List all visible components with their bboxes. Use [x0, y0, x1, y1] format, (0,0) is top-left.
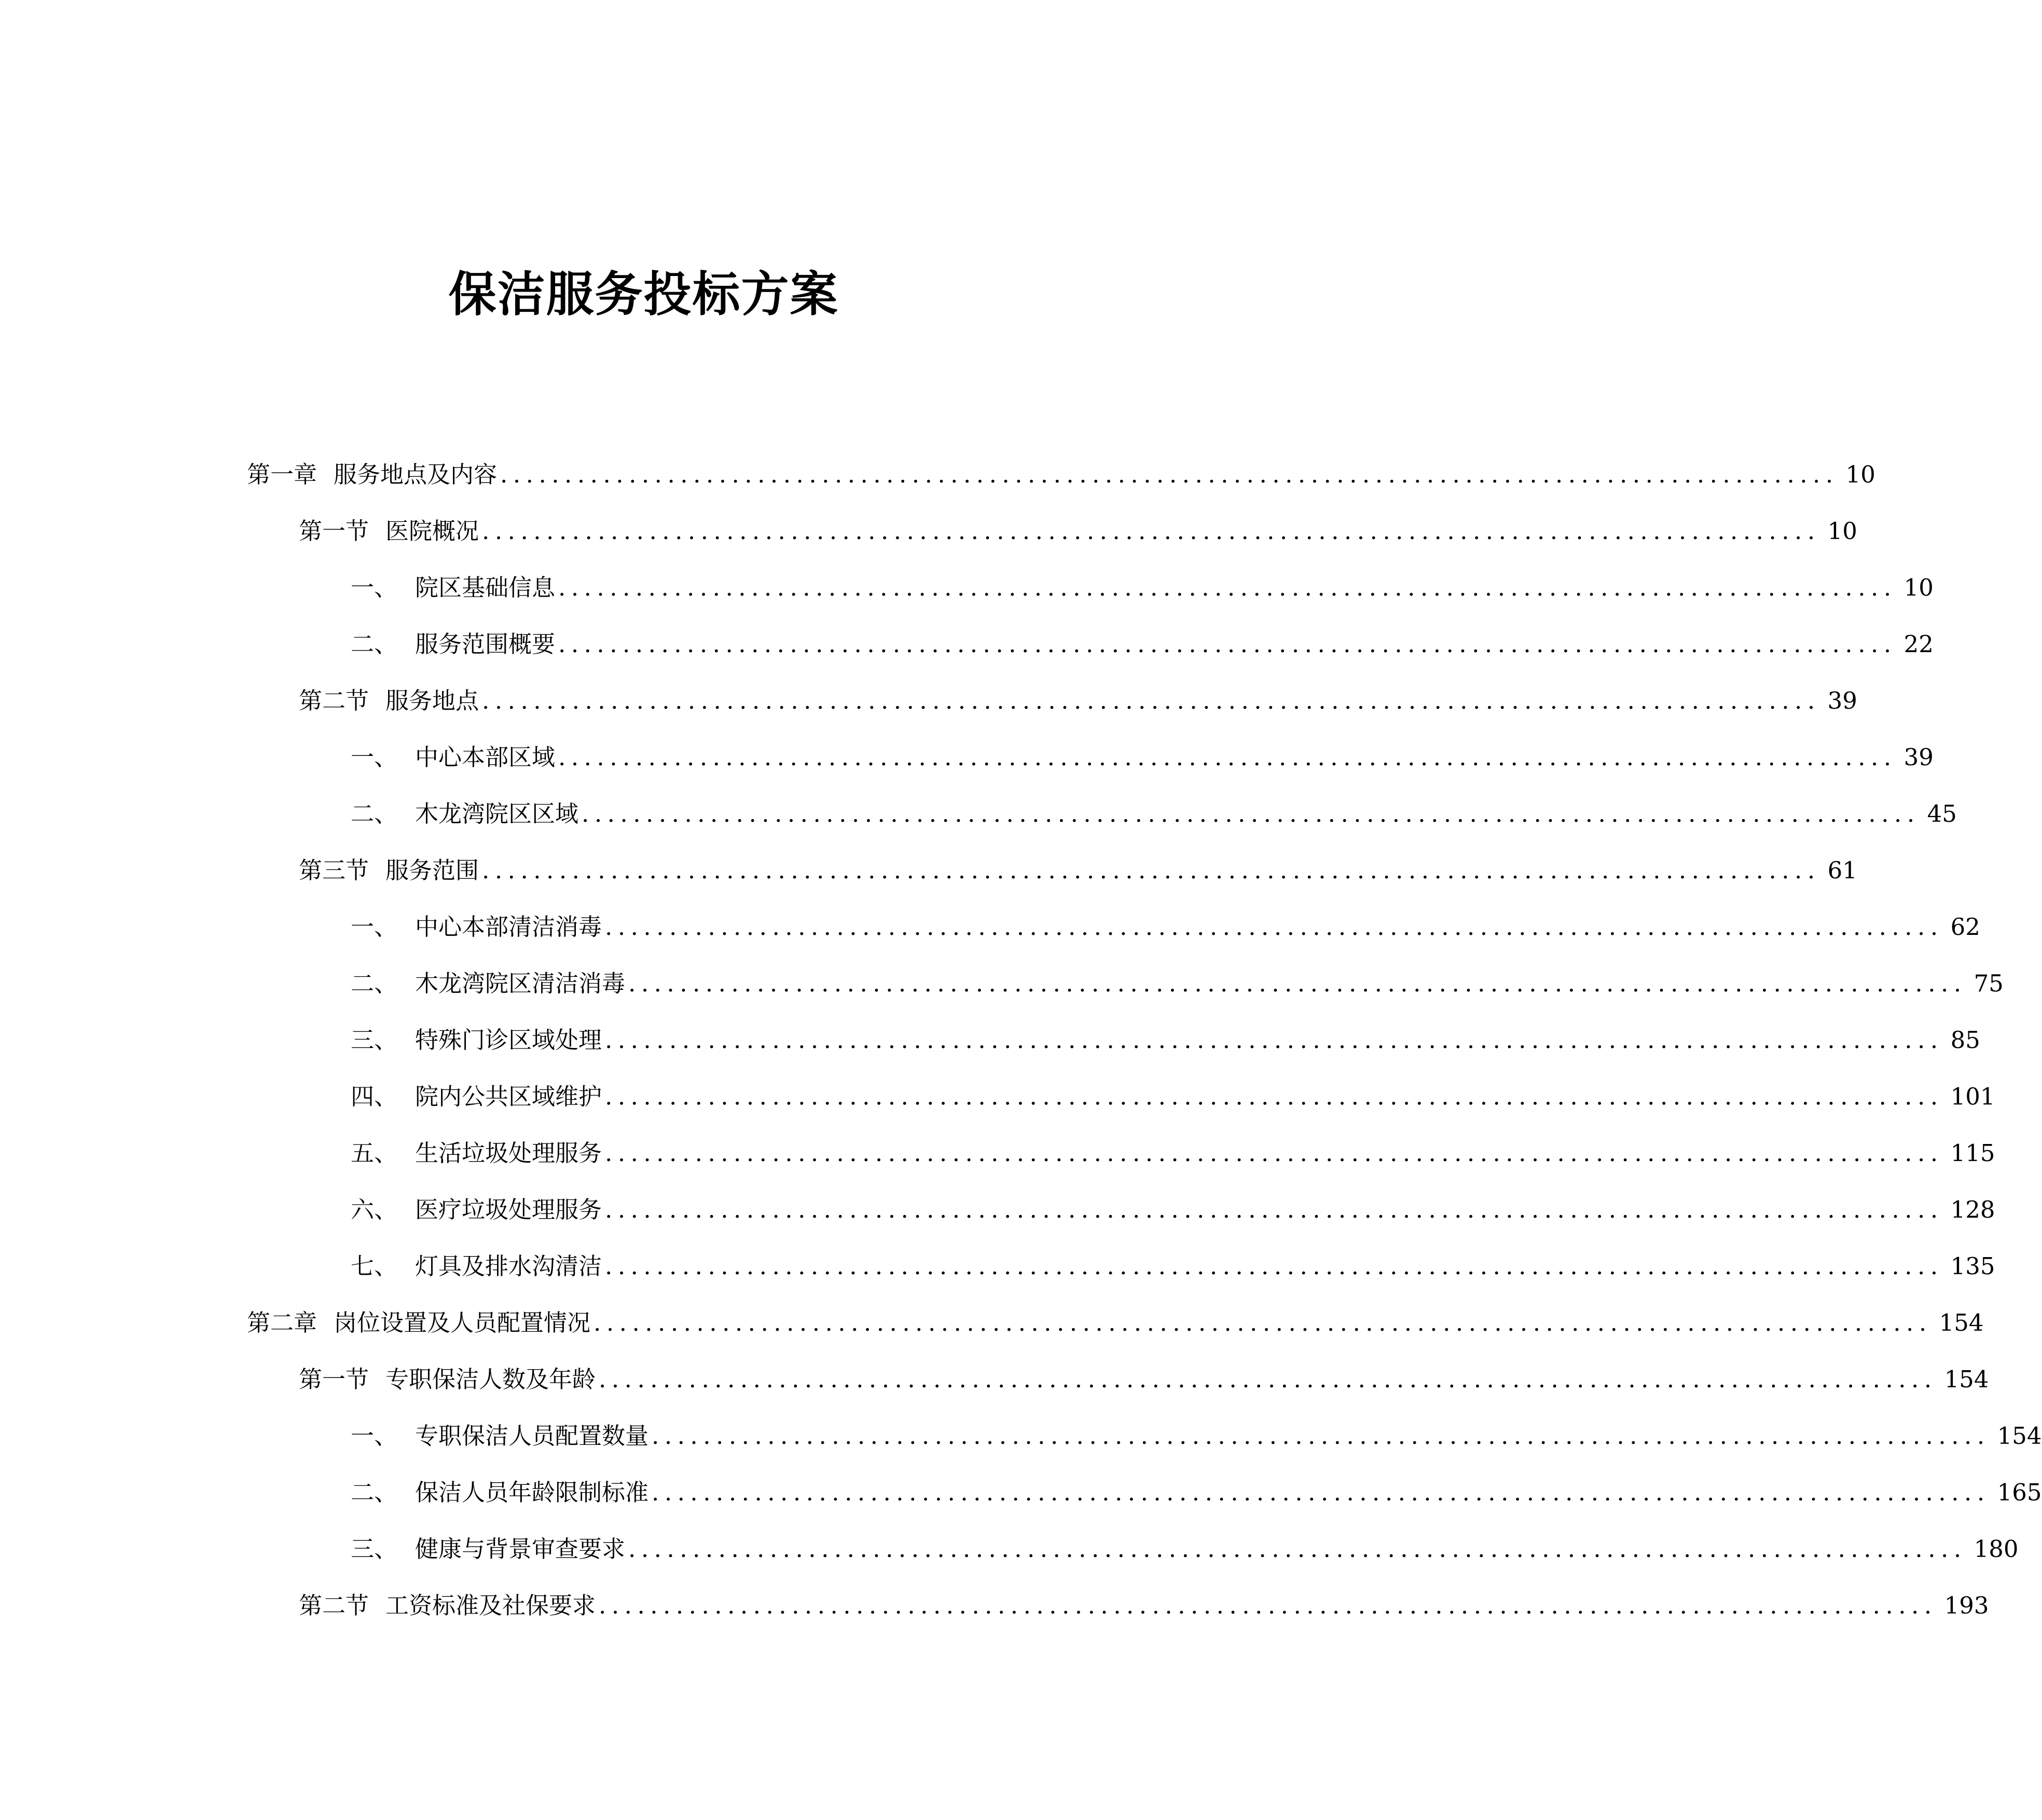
toc-leader-dots: ........................................................................................................	[482, 857, 1820, 884]
toc-entry-page: 75	[1974, 970, 2004, 997]
toc-entry-page: 22	[1903, 630, 1934, 658]
toc-entry[interactable]	[351, 570, 1934, 606]
toc-entry[interactable]	[299, 1361, 1989, 1398]
toc-entry-page: 39	[1827, 687, 1857, 714]
toc-entry-title: 健康与背景审查要求	[415, 1535, 626, 1563]
toc-leader-dots: ........................................................................................................	[652, 1422, 1990, 1450]
toc-entry[interactable]	[351, 909, 1980, 945]
toc-entry-page: 165	[1997, 1479, 2042, 1506]
toc-leader-dots: ........................................................................................................	[482, 517, 1820, 545]
toc-entry[interactable]	[351, 1248, 1995, 1285]
toc-entry-title: 工资标准及社保要求	[385, 1592, 596, 1619]
toc-entry-number: 第二节	[299, 1592, 369, 1619]
toc-entry[interactable]	[351, 739, 1934, 776]
toc-entry[interactable]	[351, 1418, 2042, 1454]
toc-entry-page: 39	[1903, 743, 1934, 771]
toc-entry-page: 45	[1927, 800, 1957, 828]
toc-entry-title: 木龙湾院区区域	[415, 800, 579, 828]
toc-entry-title: 服务地点及内容	[334, 461, 498, 488]
document-title: 保洁服务投标方案	[448, 267, 839, 322]
toc-entry-title: 岗位设置及人员配置情况	[334, 1309, 591, 1336]
toc-entry-number: 二、	[351, 1479, 398, 1506]
toc-leader-dots: ........................................................................................................	[558, 630, 1897, 658]
toc-entry-title: 服务地点	[385, 687, 479, 714]
toc-leader-dots: ........................................................................................................	[558, 743, 1897, 771]
toc-leader-dots: ........................................................................................................	[558, 574, 1897, 601]
toc-entry[interactable]	[299, 513, 1857, 549]
toc-entry[interactable]	[351, 1474, 2042, 1511]
toc-entry-title: 特殊门诊区域处理	[415, 1026, 602, 1054]
toc-leader-dots: ........................................................................................................	[628, 970, 1967, 997]
toc-leader-dots: ........................................................................................................	[482, 687, 1820, 714]
toc-entry-number: 六、	[351, 1196, 398, 1223]
toc-entry[interactable]	[351, 1192, 1995, 1228]
toc-leader-dots: ........................................................................................................	[599, 1366, 1937, 1393]
toc-entry-page: 10	[1903, 574, 1934, 601]
toc-entry[interactable]	[299, 683, 1857, 719]
toc-entry[interactable]	[247, 457, 1875, 493]
toc-entry-title: 院内公共区域维护	[415, 1083, 602, 1110]
toc-leader-dots: ........................................................................................................	[605, 1252, 1943, 1280]
toc-entry-number: 第三节	[299, 857, 369, 884]
toc-entry[interactable]	[351, 626, 1934, 663]
toc-entry-title: 木龙湾院区清洁消毒	[415, 970, 626, 997]
toc-entry-title: 保洁人员年龄限制标准	[415, 1479, 649, 1506]
toc-entry-title: 医疗垃圾处理服务	[415, 1196, 602, 1223]
toc-entry-title: 服务范围	[385, 857, 479, 884]
toc-entry[interactable]	[351, 1079, 1995, 1115]
toc-leader-dots: ........................................................................................................	[652, 1479, 1990, 1506]
toc-leader-dots: ........................................................................................................	[605, 913, 1943, 941]
toc-entry-number: 一、	[351, 913, 398, 941]
toc-leader-dots: ........................................................................................................	[628, 1535, 1967, 1563]
toc-entry-title: 灯具及排水沟清洁	[415, 1252, 602, 1280]
toc-entry[interactable]	[351, 796, 1957, 832]
toc-entry-page: 128	[1950, 1196, 1995, 1223]
toc-entry-title: 中心本部清洁消毒	[415, 913, 602, 941]
toc-entry-page: 135	[1950, 1252, 1995, 1280]
toc-entry-page: 61	[1827, 857, 1857, 884]
toc-entry-page: 10	[1827, 517, 1857, 545]
toc-entry-number: 第二章	[247, 1309, 318, 1336]
toc-entry-number: 四、	[351, 1083, 398, 1110]
toc-entry[interactable]	[351, 966, 2004, 1002]
toc-entry-number: 第一节	[299, 517, 369, 545]
toc-entry[interactable]	[351, 1531, 2019, 1567]
toc-entry-number: 三、	[351, 1026, 398, 1054]
toc-entry-number: 一、	[351, 743, 398, 771]
toc-leader-dots: ........................................................................................................	[500, 461, 1839, 488]
toc-entry-number: 一、	[351, 1422, 398, 1450]
toc-entry-number: 一、	[351, 574, 398, 601]
toc-entry-number: 第一节	[299, 1366, 369, 1393]
toc-entry-number: 五、	[351, 1139, 398, 1167]
toc-leader-dots: ........................................................................................................	[594, 1309, 1932, 1336]
toc-entry-number: 三、	[351, 1535, 398, 1563]
toc-entry-title: 专职保洁人数及年龄	[385, 1366, 596, 1393]
toc-entry-page: 115	[1950, 1139, 1995, 1167]
toc-entry-page: 154	[1997, 1422, 2042, 1450]
toc-entry-title: 生活垃圾处理服务	[415, 1139, 602, 1167]
toc-entry-page: 10	[1845, 461, 1875, 488]
toc-leader-dots: ........................................................................................................	[599, 1592, 1937, 1619]
toc-entry-page: 180	[1974, 1535, 2019, 1563]
toc-entry-page: 193	[1944, 1592, 1989, 1619]
toc-leader-dots: ........................................................................................................	[605, 1083, 1943, 1110]
toc-entry-number: 第一章	[247, 461, 318, 488]
toc-entry[interactable]	[247, 1305, 1984, 1341]
toc-entry-number: 第二节	[299, 687, 369, 714]
toc-entry-number: 二、	[351, 970, 398, 997]
toc-entry[interactable]	[351, 1022, 1980, 1058]
toc-entry-title: 服务范围概要	[415, 630, 556, 658]
toc-leader-dots: ........................................................................................................	[605, 1026, 1943, 1054]
toc-entry-title: 专职保洁人员配置数量	[415, 1422, 649, 1450]
toc-entry-page: 154	[1939, 1309, 1984, 1336]
toc-leader-dots: ........................................................................................................	[605, 1196, 1943, 1223]
toc-entry-title: 医院概况	[385, 517, 479, 545]
toc-entry-page: 62	[1950, 913, 1980, 941]
toc-entry-title: 院区基础信息	[415, 574, 556, 601]
toc-entry[interactable]	[351, 1135, 1995, 1171]
toc-leader-dots: ........................................................................................................	[605, 1139, 1943, 1167]
toc-entry-title: 中心本部区域	[415, 743, 556, 771]
toc-entry[interactable]	[299, 852, 1857, 889]
toc-leader-dots: ........................................................................................................	[582, 800, 1920, 828]
toc-entry-number: 二、	[351, 630, 398, 658]
toc-entry-page: 85	[1950, 1026, 1980, 1054]
toc-entry-page: 154	[1944, 1366, 1989, 1393]
toc-entry[interactable]	[299, 1588, 1989, 1624]
toc-entry-number: 七、	[351, 1252, 398, 1280]
toc-entry-number: 二、	[351, 800, 398, 828]
toc-entry-page: 101	[1950, 1083, 1995, 1110]
